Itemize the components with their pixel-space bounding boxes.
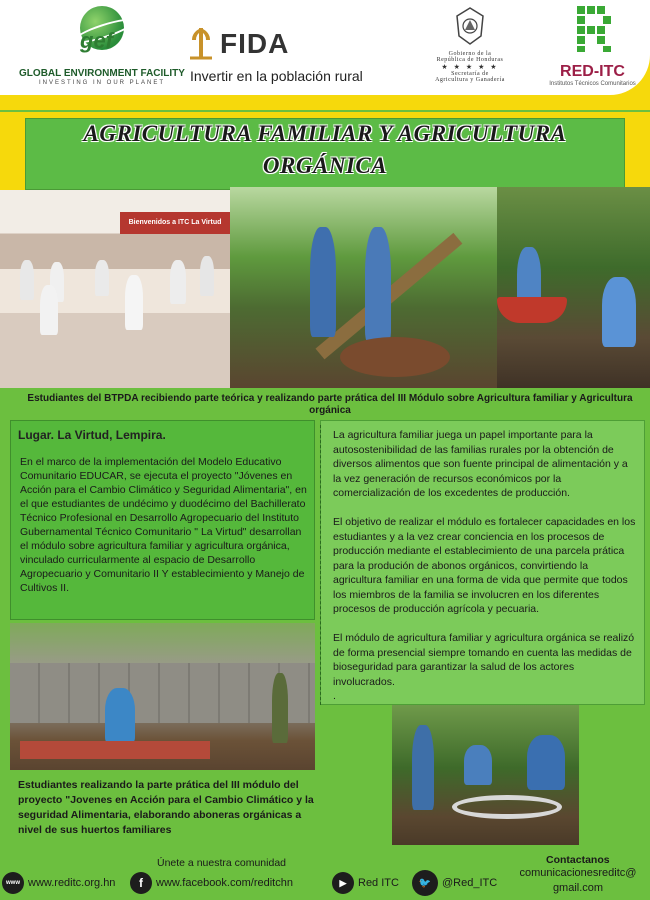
facebook-text: www.facebook.com/reditchn [156,877,293,889]
photo-wheelbarrow [497,187,650,388]
student-figure [40,285,58,335]
reditc-tagline: Institutos Técnicos Comunitarios [549,81,636,87]
reditc-r-icon [573,4,613,54]
classroom-banner: Bienvenidos a ITC La Virtud [120,212,230,234]
website-link[interactable] [2,872,115,894]
website-text: www.reditc.org.hn [28,877,116,889]
student-figure [602,277,636,347]
student-figure [95,260,109,296]
contact-title: Contactanos [546,854,610,866]
student-figure [464,745,492,785]
paragraph: El módulo de agricultura familiar y agricultura orgánica se realizó de forma presencial siempre tomando en cuenta las medidas de bioseguridad para garantizar la salud de los actores involucrados. [333,632,635,688]
panel-divider [320,425,321,705]
gef-logo [12,6,192,90]
compost-pile [340,337,450,377]
garden-bed [452,795,562,819]
student-figure [365,227,391,342]
contact-email[interactable]: comunicacionesreditc@ gmail.com [519,867,637,894]
facebook-icon: f [130,872,152,894]
facebook-link[interactable] [130,872,293,894]
fida-tagline: Invertir en la población rural [190,68,363,84]
block-wall [10,663,315,723]
student-figure [527,735,565,790]
body-text-left: En el marco de la implementación del Modelo Educativo Comunitario EDUCAR, se ejecuta el proyecto "Jóvenes en Acción para el Cambio Climático y Seguridad Alimentaria", en el que estudiantes de undécimo y duodécimo del Bachillerato Técnico Profesional en Desarrollo Agropecuario del Instituto Gubernamental Técnico Comunitario " La Virtud" desarrollan el módulo sobre agricultura familiar y agricultura orgánica, vinculado curricularmente al espacio de Desarrollo Agropecuario y Comunitario II Y establecimiento y Manejo de Cultivos II. [20,456,307,594]
honduras-line-4: Agricultura y Ganadería [435,77,505,83]
reditc-name: RED-ITC [560,63,625,80]
honduras-line-1: Gobierno de la [448,51,492,57]
body-text-right [333,428,638,718]
photo-compost-bins [10,623,315,770]
photo-caption-top: Estudiantes del BTPDA recibiendo parte teórica y realizando parte prática del III Módulo sobre Agricultura familiar y Agricultura orgánica [27,393,633,416]
photo-garden-work [392,705,579,845]
wheelbarrow [497,297,567,323]
page-title [25,118,625,182]
fida-logo [188,10,378,90]
youtube-icon: ▶ [332,872,354,894]
paragraph: El objetivo de realizar el módulo es fortalecer capacidades en los estudiantes y a la vez crear conciencia en los procesos de producción mediante el establecimiento de una parcela prática para la produción de abonos orgánicos, convirtiendo la agricultura familiar en una forma de vida que permite que todos los miembros de la familia se involucren en los diferentes procesos de producción agrícola y pecuaria. [333,516,636,615]
photo-caption-bottom: Estudiantes realizando la parte prática del III módulo del proyecto "Jovenes en Acción para el Cambio Climático y la seguridad Alimentaria, elaborando aboneras orgánicas a nivel de sus huertos familiares [18,779,314,836]
student-figure [20,260,34,300]
student-figure [412,725,434,810]
header-banner [0,0,650,110]
reditc-logo [540,4,645,96]
paragraph: . [333,690,336,702]
photo-sieving-soil [230,187,497,388]
student-figure [170,260,186,304]
join-community-label: Únete a nuestra comunidad [157,857,286,869]
honduras-line-2: República de Honduras [436,57,504,63]
photo-classroom [0,190,230,388]
wheat-icon [188,24,214,60]
gef-name: GLOBAL ENVIRONMENT FACILITY [19,68,185,79]
page-title-line-1: AGRICULTURA FAMILIAR Y AGRICULTURA [83,121,567,146]
youtube-link[interactable] [332,872,399,894]
compost-bin [20,741,210,759]
seal-icon [453,6,487,46]
student-figure [310,227,336,337]
fida-name: FIDA [220,28,290,59]
student-figure [200,256,214,296]
honduras-government-logo [410,4,530,94]
paragraph: La agricultura familiar juega un papel importante para la autosostenibilidad de las familias rurales por la obtención de diversos alimentos que son fuente principal de alimentación y a la vez generación de recursos económicos por la comercialización de los excedentes de producción. [333,429,628,499]
student-figure [125,275,143,330]
page-title-line-2: ORGÁNICA [262,153,388,178]
twitter-icon: 🐦 [412,870,438,896]
youtube-text: Red ITC [358,877,399,889]
gef-logo-letters: gef [80,28,113,53]
globe-icon: www [2,872,24,894]
student-figure [105,688,135,743]
honduras-stars: ★ ★ ★ ★ ★ [441,64,499,71]
honduras-line-3: Secretaría de [451,71,489,77]
location-heading: Lugar. La Virtud, Lempira. [18,428,166,442]
twitter-link[interactable] [412,872,497,894]
student-figure [272,673,288,743]
twitter-text: @Red_ITC [442,877,498,889]
gef-tagline: INVESTING IN OUR PLANET [38,80,165,86]
